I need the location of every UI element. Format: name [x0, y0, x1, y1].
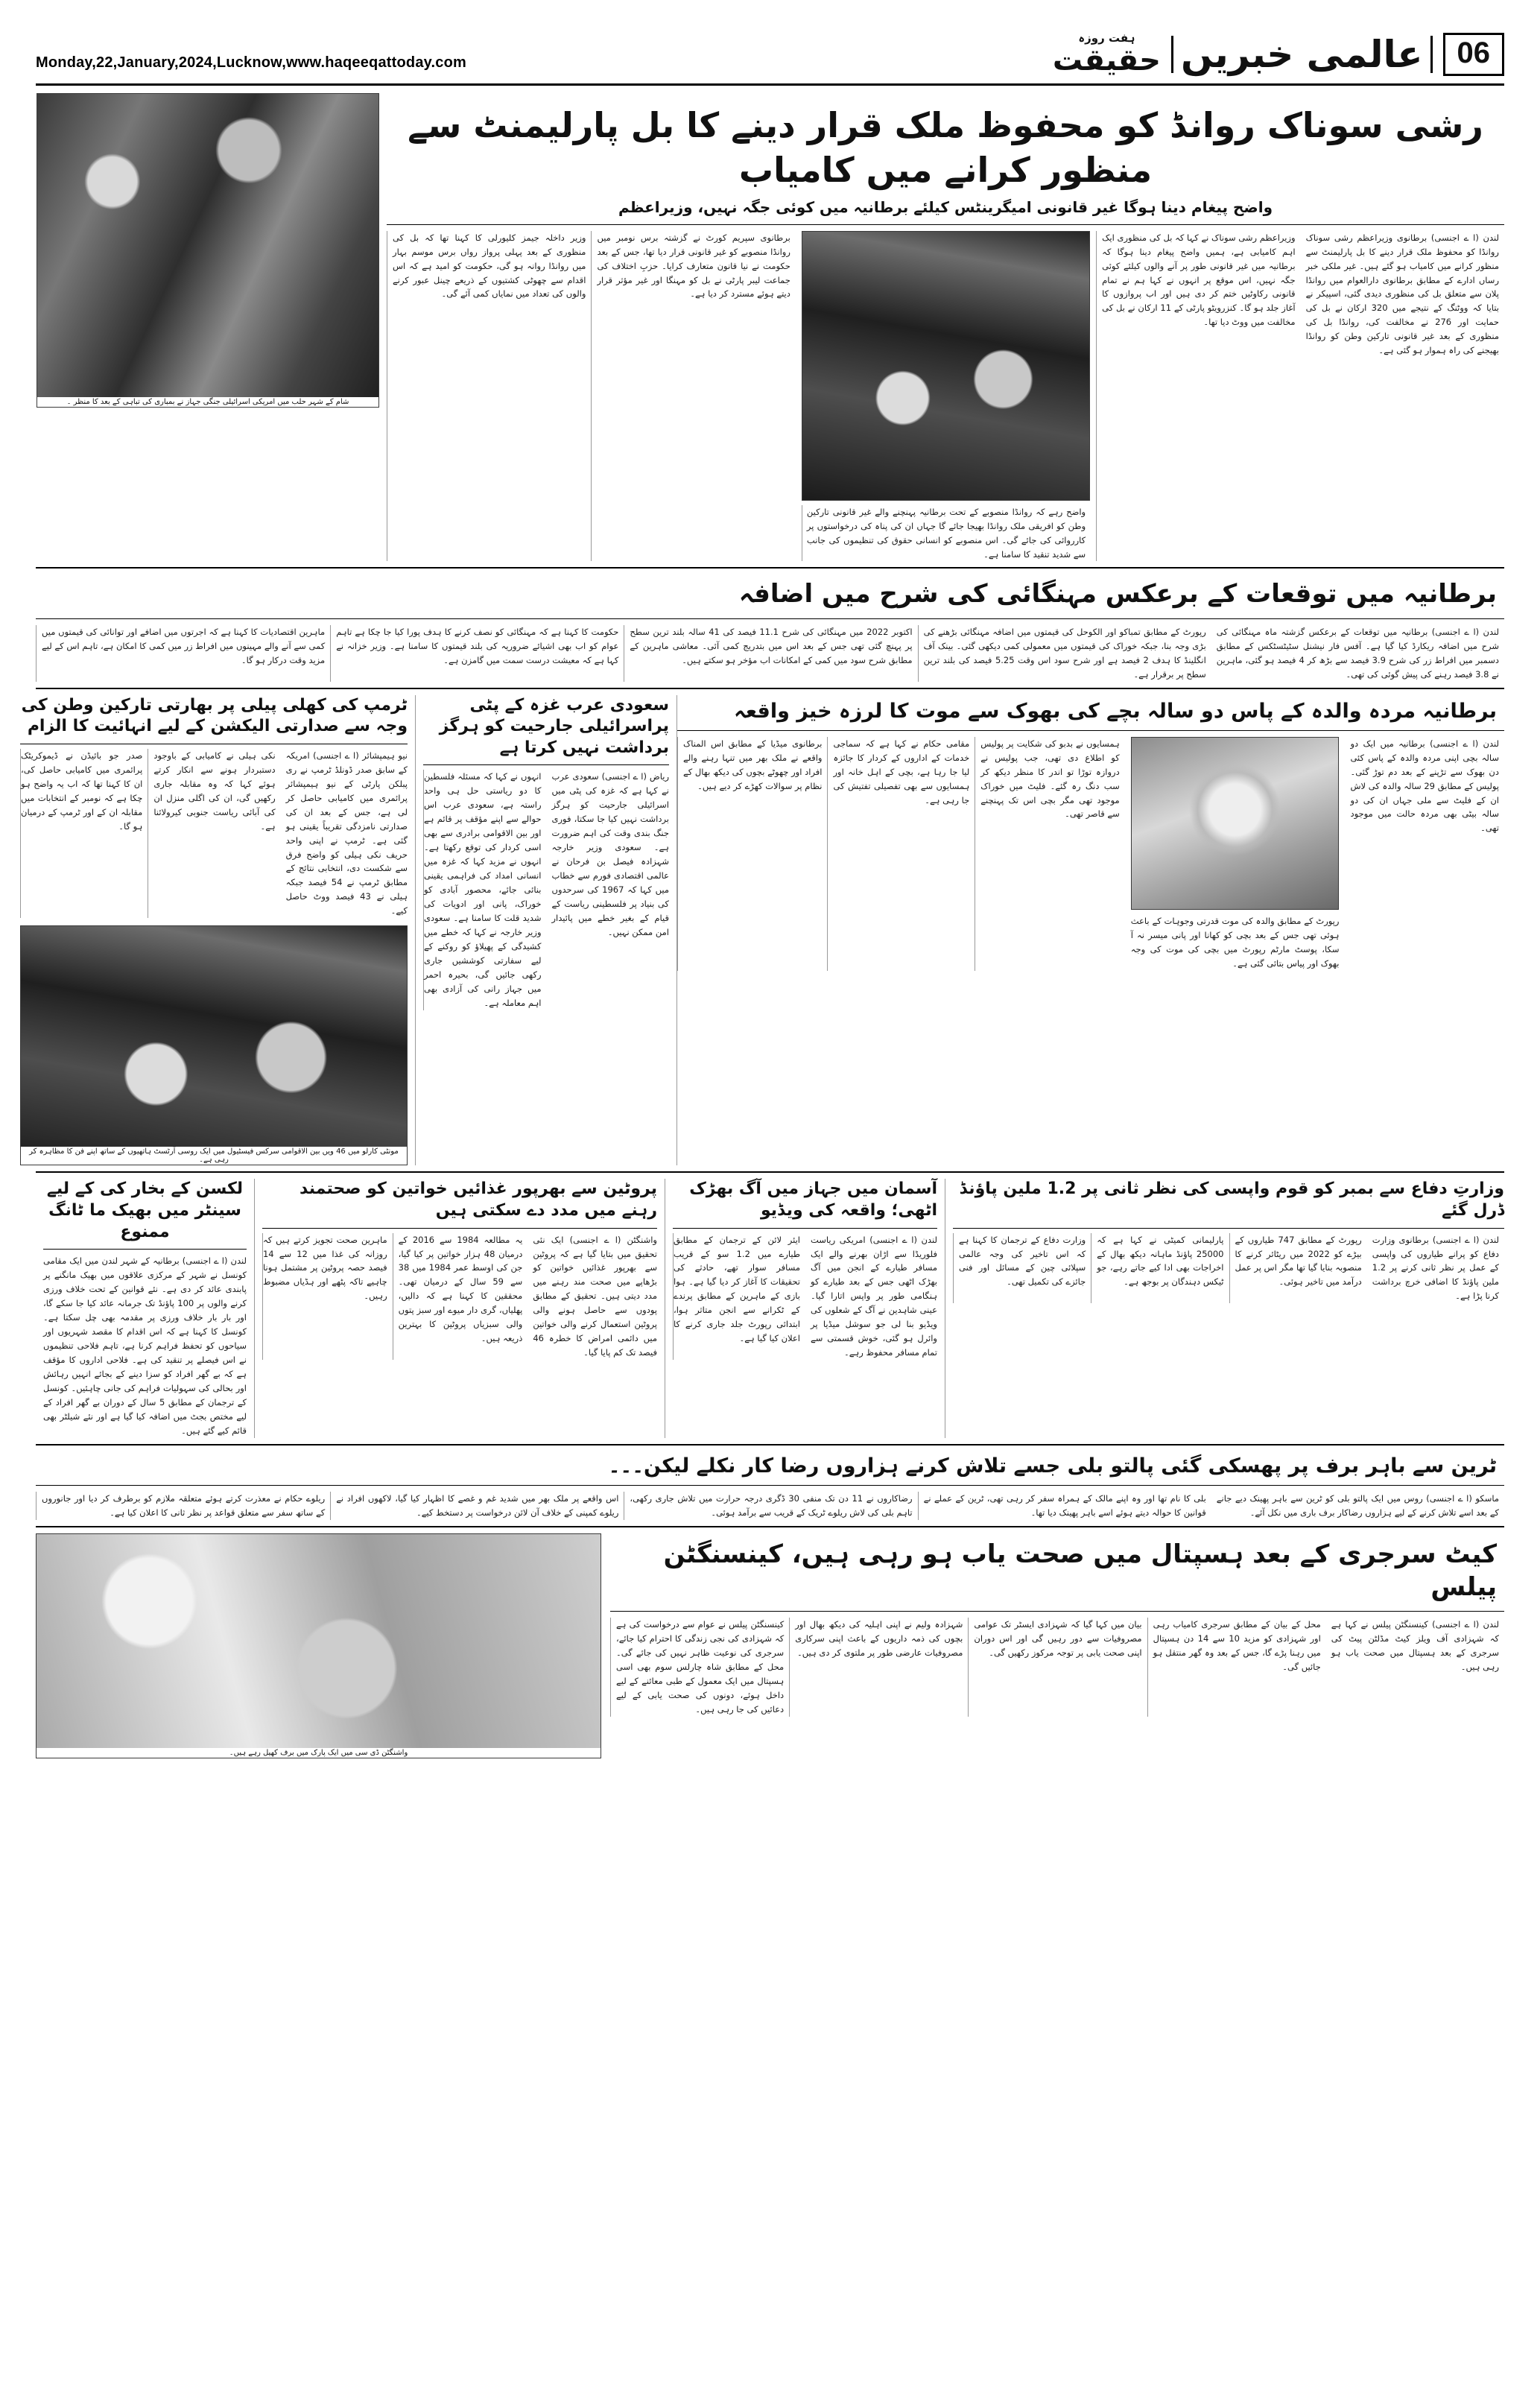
trump-para-1: نیو ہیمپشائر (ا ے اجنسی) امریکہ کے سابق صدر ڈونلڈ ٹرمپ نے ری پبلکن پارٹی کے نیو ہیمپشائر پرائمری میں کامیابی حاصل کر لی ہے، جس کے بعد ان کی صدارتی نامزدگی تقریباً یقینی ہو گئی ہے۔: [285, 750, 408, 846]
circus-photo: [20, 925, 408, 1165]
lead-left-photo: [37, 93, 379, 408]
row-four-stories: [36, 1179, 1504, 1437]
trump-para-3: نکی ہیلی نے کامیابی کے باوجود دستبردار ہونے سے انکار کرتے ہوئے کہا کہ وہ مقابلہ جاری رکھیں گی، ان کی اگلی منزل ان کی آبائی ریاست جنوبی کیرولائنا ہے۔: [153, 750, 276, 832]
fire-para-3: ایئر لائن کے ترجمان کے مطابق طیارے میں 1.2 سو کے قریب مسافر سوار تھے، حادثے کی تحقیقات کا آغاز کر دیا گیا ہے۔: [674, 1234, 800, 1288]
lead-headline: رشی سوناک روانڈ کو محفوظ ملک قرار دینے کا بل پارلیمنٹ سے منظور کرانے میں کامیاب: [408, 105, 1483, 190]
kate-col-3: بیان میں کہا گیا کہ شہزادی ایسٹر تک عوامی مصروفیات سے دور رہیں گی اور اس دوران اپنی صحت یابی پر توجہ مرکوز رکھیں گی۔: [968, 1618, 1147, 1717]
flu-story: [36, 1179, 255, 1437]
fire-headline: آسمان میں جہاز میں آگ بھڑک اٹھی؛ واقعہ کی ویڈیو: [689, 1179, 937, 1220]
row-three-stories: [21, 695, 1504, 1166]
fire-para-4: ہوا بازی کے ماہرین کے مطابق پرندے کے ٹکرانے سے انجن متاثر ہوا، ابتدائی رپورٹ جلد جاری کرنے کا اعلان کیا گیا ہے۔: [674, 1276, 800, 1344]
lead-col-2: وزیراعظم رشی سوناک نے کہا کہ بل کی منظوری ایک اہم کامیابی ہے، ہمیں واضح پیغام دینا ہوگا کہ برطانیہ میں غیر قانونی طور پر آنے والوں کیلئے کوئی جگہ نہیں، اس موقع پر انہوں نے کہا ہم نے تمام قانونی رکاوٹیں ختم کر دی ہیں اور اب پروازوں کا آغاز جلد ہو گا۔ کنزرویٹو پارٹی کے 11 ارکان نے بل کی مخالفت میں ووٹ دیا تھا۔: [1096, 231, 1300, 562]
fire-col-1: [805, 1233, 937, 1361]
kate-col-5: [610, 1618, 789, 1717]
fire-para-1: لندن (ا ے اجنسی) امریکی ریاست فلوریڈا سے اڑان بھرنے والے ایک مسافر طیارے کے انجن میں آگ بھڑک اٹھی جس کے بعد طیارے کو ہنگامی طور پر واپس اتارا گیا۔: [811, 1234, 937, 1302]
train-body-row: [36, 1485, 1504, 1520]
child-col-3: ہمسایوں نے بدبو کی شکایت پر پولیس کو اطلاع دی تھی، جب پولیس نے دروازہ توڑا تو اندر کا منظر دیکھ کر سب دنگ رہ گئے۔ فلیٹ میں خوراک موجود تھی مگر بچی اس تک پہنچنے سے قاصر تھی۔: [975, 737, 1124, 971]
brand-logo: [1053, 33, 1161, 76]
kate-para-5: کینسنگٹن پیلس نے عوام سے درخواست کی ہے کہ شہزادی کی نجی زندگی کا احترام کیا جائے، سرجری کی نوعیت ظاہر نہیں کی جائے گی۔: [615, 1619, 785, 1659]
planes-body-row: [953, 1228, 1504, 1304]
child-col-1: لندن (ا ے اجنسی) برطانیہ میں ایک دو سالہ بچی اپنی مردہ والدہ کے پاس کئی دن بھوک سے تڑپنے کے بعد دم توڑ گئی۔ پولیس کے مطابق 29 سالہ والدہ کی لاش ان کے فلیٹ سے ملی جہاں ان کی دو سالہ بیٹی بھی مردہ حالت میں موجود تھی۔: [1350, 738, 1499, 834]
lead-photo: [802, 231, 1090, 501]
kate-col-1: لندن (ا ے اجنسی) کینسنگٹن پیلس نے کہا ہے کہ شہزادی آف ویلز کیٹ مڈلٹن پیٹ کی سرجری کے بعد ہسپتال میں صحت یاب ہو رہی ہیں۔: [1331, 1619, 1499, 1673]
lead-body-row: [387, 231, 1504, 562]
protein-para-4: محققین کا کہنا ہے کہ دالیں، پھلیاں، گری دار میوے اور سبز پتوں والی سبزیاں پروٹین کا بہترین ذریعہ ہیں۔: [398, 1291, 523, 1344]
brand-small-label: ہفت روزہ: [1078, 31, 1135, 45]
protein-col-2: [393, 1233, 528, 1361]
fire-story: [665, 1179, 945, 1437]
protein-col-3: [262, 1233, 393, 1361]
child-headline: برطانیہ مردہ والدہ کے پاس دو سالہ بچے کی بھوک سے موت کا لرزہ خیز واقعہ: [734, 699, 1497, 723]
flu-para-3: کونسل کا کہنا ہے کہ اس اقدام کا مقصد شہریوں اور سیاحوں کو تحفظ فراہم کرنا ہے، تاہم فلاحی تنظیموں نے اس فیصلے پر تنقید کی ہے۔: [43, 1326, 247, 1365]
fire-body-row: [673, 1228, 937, 1361]
lead-story: [36, 93, 1504, 561]
saudi-body-row: [423, 764, 669, 1010]
trump-col-1: [281, 749, 408, 919]
masthead-date-line: Monday,22,January,2024,Lucknow,www.haqeeqattoday.com: [36, 54, 466, 71]
protein-para-3: یہ مطالعہ 1984 سے 2016 کے درمیان 48 ہزار خواتین پر کیا گیا، جن کی اوسط عمر 1984 میں 38 سے 59 سال کے درمیان تھی۔: [398, 1234, 523, 1288]
flu-para-2: نئے قوانین کے تحت خلاف ورزی کرنے والوں پر 100 پاؤنڈ تک جرمانہ عائد کیا جا سکے گا، اور بار بار خلاف ورزی پر مقدمہ بھی چل سکتا ہے۔: [43, 1284, 247, 1323]
masthead-brand-area: [1053, 33, 1504, 76]
lead-subhead: واضح پیغام دینا ہوگا غیر قانونی امیگرینٹس کیلئے برطانیہ میں کوئی جگہ نہیں، وزیراعظم: [387, 197, 1504, 225]
inflation-col-5: ماہرین اقتصادیات کا کہنا ہے کہ اجرتوں میں اضافے اور توانائی کی قیمتوں میں کمی سے آنے والے مہینوں میں افراط زر میں کمی کا امکان ہے، تاہم اس کے لیے مزید وقت درکار ہو گا۔: [36, 625, 330, 682]
snow-photo: [36, 1533, 601, 1758]
protein-headline: پروٹین سے بھرپور غذائیں خواتین کو صحتمند رہنے میں مدد دے سکتی ہیں: [300, 1179, 657, 1220]
lead-left-photo-wrap: [37, 93, 387, 561]
lead-col-3: واضح رہے کہ روانڈا منصوبے کے تحت برطانیہ پہنچنے والے غیر قانونی تارکین وطن کو افریقی ملک روانڈا بھیجا جائے گا جہاں ان کی پناہ کی درخواستوں پر کارروائی کی جائے گی۔ اس منصوبے کو انسانی حقوق کی تنظیموں کی جانب سے شدید تنقید کا سامنا ہے۔: [802, 505, 1090, 562]
inflation-headline: برطانیہ میں توقعات کے برعکس مہنگائی کی شرح میں اضافہ: [738, 579, 1497, 609]
flu-para-5: کونسل کے ترجمان کے مطابق 5 سال کے دوران بے گھر افراد کے لیے مختص بجٹ میں اضافہ کیا گیا ہے اور نئے شیلٹر بھی قائم کیے گئے ہیں۔: [43, 1382, 247, 1436]
lead-photo-caption: شام کے شہر حلب میں امریکی اسرائیلی جنگی جہاز نے بمباری کی تباہی کے بعد کا منظر ۔: [37, 397, 378, 407]
trump-story: [13, 695, 416, 1166]
child-col-4: مقامی حکام نے کہا ہے کہ سماجی خدمات کے اداروں کے کردار کا جائزہ لیا جا رہا ہے، بچی کے اہل خانہ اور ہمسایوں سے بھی تفصیلی تفتیش کی جا رہی ہے۔: [827, 737, 975, 971]
train-col-3: رضاکاروں نے 11 دن تک منفی 30 ڈگری درجہ حرارت میں تلاش جاری رکھی، تاہم بلی کی لاش ریلوے ٹریک کے قریب سے برآمد ہوئی۔: [624, 1492, 917, 1520]
saudi-para-4: انہوں نے مزید کہا کہ غزہ میں انسانی امداد کی فراہمی یقینی بنائی جائے، محصور آبادی کو خوراک، پانی اور ادویات کی شدید قلت کا سامنا ہے۔: [424, 856, 542, 923]
protein-col-1: [527, 1233, 657, 1361]
trump-para-4: صدر جو بائیڈن نے ڈیموکریٹک پرائمری میں کامیابی حاصل کی، ان کا کہنا تھا کہ اب یہ واضح ہو چکا ہے کہ نومبر کے انتخابات میں مقابلہ ان کے اور ٹرمپ کے درمیان ہو گا۔: [21, 750, 143, 832]
train-headline: ٹرین سے باہر برف پر پھسکی گئی پالتو بلی جسے تلاش کرنے ہزاروں رضا کار نکلے لیکن۔۔۔: [608, 1454, 1497, 1478]
saudi-story: [416, 695, 677, 1166]
fire-col-2: [673, 1233, 805, 1361]
trump-para-2: ٹرمپ نے اپنی واحد حریف نکی ہیلی کو واضح فرق سے شکست دی، انتخابی نتائج کے مطابق ٹرمپ نے 54 فیصد جبکہ ہیلی نے 43 فیصد ووٹ حاصل کیے۔: [285, 835, 408, 916]
snow-photo-caption: واشنگٹن ڈی سی میں ایک پارک میں برف کھیل رہے ہیں۔: [37, 1748, 601, 1758]
kate-body-row: [610, 1611, 1504, 1717]
protein-para-1: واشنگٹن (ا ے اجنسی) ایک نئی تحقیق میں بتایا گیا ہے کہ پروٹین سے بھرپور غذائیں خواتین کو بڑھاپے میں صحت مند رہنے میں مدد دیتی ہیں۔: [533, 1234, 657, 1302]
saudi-para-1: ریاض (ا ے اجنسی) سعودی عرب نے کہا ہے کہ غزہ کی پٹی میں اسرائیلی جارحیت کو ہرگز برداشت نہیں کیا جا سکتا، فوری جنگ بندی وقت کی اہم ضرورت ہے۔: [551, 771, 669, 853]
child-story: [677, 695, 1504, 1166]
planes-col-4: وزارت دفاع کے ترجمان کا کہنا ہے کہ اس تاخیر کی وجہ عالمی سپلائی چین کے مسائل اور فنی جائزے کی تکمیل تھی۔: [953, 1233, 1091, 1304]
protein-para-2: تحقیق کے مطابق پودوں سے حاصل ہونے والی پروٹین استعمال کرنے والی خواتین میں دائمی امراض کا خطرہ 46 فیصد تک کم پایا گیا۔: [533, 1291, 657, 1358]
flu-headline: لکسن کے بخار کی کے لیے سینٹر میں بھیک ما ٹانگ ممنوع: [46, 1179, 244, 1241]
trump-col-2: [148, 749, 280, 919]
inflation-col-1: لندن (ا ے اجنسی) برطانیہ میں توقعات کے برعکس گزشتہ ماہ مہنگائی کی شرح میں اضافہ ریکارڈ کیا گیا ہے۔ آفس فار نیشنل سٹیٹسٹکس کے مطابق دسمبر میں افراط زر کی شرح 3.9 فیصد سے بڑھ کر 4 فیصد ہو گئی، ماہرین نے 3.8 فیصد رہنے کی پیش گوئی کی تھی۔: [1216, 626, 1499, 680]
kate-para-6: محل کے مطابق شاہ چارلس سوم بھی اسی ہسپتال میں ایک معمول کے طبی معائنے کے لیے داخل ہوئے، دونوں کی صحت یابی کے لیے دعائیں کی جا رہی ہیں۔: [615, 1662, 785, 1714]
masthead: [36, 0, 1504, 86]
train-col-4: اس واقعے پر ملک بھر میں شدید غم و غصے کا اظہار کیا گیا، لاکھوں افراد نے ریلوے کمپنی کے خلاف آن لائن درخواست پر دستخط کیے۔: [330, 1492, 624, 1520]
saudi-para-2: سعودی وزیر خارجہ شہزادہ فیصل بن فرحان نے عالمی اقتصادی فورم سے خطاب میں کہا کہ 1967 کی سرحدوں کی بنیاد پر فلسطینی ریاست کے قیام کے بغیر خطے میں پائیدار امن ممکن نہیں۔: [551, 842, 669, 937]
inflation-col-4: حکومت کا کہنا ہے کہ مہنگائی کو نصف کرنے کا ہدف پورا کیا جا چکا ہے تاہم عوام کو اب بھی اشیائے ضروریہ کی بلند قیمتوں کا سامنا ہے۔ وزیر خزانہ نے کہا ہے کہ معیشت درست سمت میں گامزن ہے۔: [330, 625, 624, 682]
kate-story: [36, 1533, 1504, 1758]
page-number: 06: [1443, 33, 1505, 76]
kate-col-4: شہزادہ ولیم نے اپنی اہلیہ کی دیکھ بھال اور بچوں کی ذمہ داریوں کے باعث اپنی سرکاری مصروفیات عارضی طور پر ملتوی کر دی ہیں۔: [789, 1618, 968, 1717]
kate-photo-wrap: [36, 1533, 610, 1758]
saudi-headline: سعودی عرب غزہ کے پٹی پراسرائیلی جارحیت کو ہرگز برداشت نہیں کرتا ہے: [439, 695, 669, 757]
child-photo-wrap: [1125, 737, 1346, 971]
train-story: [36, 1451, 1504, 1520]
inflation-body-row: [36, 618, 1504, 682]
lead-photo-wrap: [796, 231, 1096, 562]
trump-body-row: [20, 744, 408, 919]
lead-col-4: برطانوی سپریم کورٹ نے گزشتہ برس نومبر میں روانڈا منصوبے کو غیر قانونی قرار دیا تھا، جس کے بعد حکومت نے نیا قانون متعارف کرایا۔ حزبِ اختلاف کی جماعت لیبر پارٹی نے بل کو مہنگا اور غیر مؤثر قرار دیتے ہوئے مسترد کر دیا ہے۔: [591, 231, 795, 562]
protein-body-row: [262, 1228, 657, 1361]
train-col-5: ریلوے حکام نے معذرت کرتے ہوئے متعلقہ ملازم کو برطرف کر دیا اور جانوروں کے ساتھ سفر سے متعلق قواعد پر نظر ثانی کا اعلان کیا ہے۔: [36, 1492, 330, 1520]
lead-col-5: وزیر داخلہ جیمز کلیورلی کا کہنا تھا کہ بل کی منظوری کے بعد پہلی پرواز رواں برس موسم بہار میں روانڈا روانہ ہو گی، حکومت کو امید ہے کہ اس اقدام سے چھوٹی کشتیوں کے ذریعے چینل عبور کرنے والوں کی تعداد میں نمایاں کمی آئے گی۔: [387, 231, 591, 562]
trump-headline: ٹرمپ کی کھلی پیلی پر بھارتی تارکین وطن کی وجہ سے صدارتی الیکشن کے لیے انہائیت کا الزام: [21, 695, 408, 736]
child-col-2: رپورٹ کے مطابق والدہ کی موت قدرتی وجوہات کے باعث ہوئی تھی جس کے بعد بچی کو کھانا اور پانی میسر نہ آ سکا، پوسٹ مارٹم رپورٹ میں بچی کی موت کی وجہ بھوک اور پیاس بتائی گئی ہے۔: [1130, 915, 1340, 969]
child-body-row: [677, 730, 1504, 971]
protein-para-5: ماہرین صحت تجویز کرتے ہیں کہ روزانہ کی غذا میں 12 سے 14 فیصد حصہ پروٹین پر مشتمل ہونا چاہیے تاکہ پٹھے اور ہڈیاں مضبوط رہیں۔: [262, 1234, 387, 1302]
planes-headline: وزارتِ دفاع سے بمبر کو قوم واپسی کی نظر ثانی پر 1.2 ملین پاؤنڈ ڈرل گئے: [959, 1179, 1504, 1220]
saudi-col-1: [547, 770, 670, 1010]
train-col-1: ماسکو (ا ے اجنسی) روس میں ایک پالتو بلی کو ٹرین سے باہر پھینک دیے جانے کے بعد اسے تلاش کرنے کے لیے ہزاروں رضاکار برف باری میں نکل آئے۔: [1216, 1492, 1499, 1518]
flu-para-1: لندن (ا ے اجنسی) برطانیہ کے شہر لندن میں ایک مقامی کونسل نے شہر کے مرکزی علاقوں میں بھیک مانگنے پر پابندی عائد کر دی ہے۔: [43, 1255, 247, 1295]
lead-col-1: لندن (ا ے اجنسی) برطانوی وزیراعظم رشی سوناک روانڈا کو محفوظ ملک قرار دینے کا بل پارلیمنٹ سے منظور کرانے میں کامیاب ہو گئے ہیں۔ غیر ملکی خبر رساں ادارے کے مطابق برطانوی دارالعوام میں روانڈا پلان سے متعلق بل کی منظوری دیدی گئی، اسپیکر نے بتایا کہ ووٹنگ کے نتیجے میں 320 ارکان نے بل کی حمایت اور 276 نے مخالفت کی، روانڈا بل کی منظوری کے بعد غیر قانونی تارکین وطن کو روانڈا بھیجنے کی راہ ہموار ہو گئی ہے۔: [1305, 232, 1499, 356]
flu-para-4: فلاحی اداروں کا مؤقف ہے کہ بے گھر افراد کو سزا دینے کے بجائے انہیں رہائش اور بحالی کی سہولیات فراہم کی جانی چاہئیں۔: [43, 1354, 247, 1393]
lead-main-column: [387, 93, 1504, 561]
inflation-story: [36, 574, 1504, 681]
inflation-col-2: رپورٹ کے مطابق تمباکو اور الکوحل کی قیمتوں میں اضافہ مہنگائی بڑھنے کی بڑی وجہ بنا، جبکہ خوراک کی قیمتوں میں معمولی کمی دیکھی گئی۔ بینک آف انگلینڈ کا ہدف 2 فیصد ہے اور شرح سود اس وقت 5.25 فیصد کی بلند ترین سطح پر برقرار ہے۔: [918, 625, 1211, 682]
train-col-2: بلی کا نام تھا اور وہ اپنے مالک کے ہمراہ سفر کر رہی تھی، ٹرین کے عملے نے قوانین کا حوالہ دیتے ہوئے اسے باہر پھینک دیا تھا۔: [918, 1492, 1211, 1520]
child-photo: [1131, 737, 1340, 910]
flu-body: [43, 1249, 247, 1438]
child-col-5: برطانوی میڈیا کے مطابق اس المناک واقعے نے ملک بھر میں تنہا رہنے والے افراد اور چھوٹے بچوں کی دیکھ بھال کے نظام پر سوالات کھڑے کر دیے ہیں۔: [677, 737, 827, 971]
saudi-para-3: انہوں نے کہا کہ مسئلہ فلسطین کا دو ریاستی حل ہی واحد راستہ ہے، سعودی عرب اس حوالے سے اپنے مؤقف پر قائم ہے اور بین الاقوامی برادری سے بھی اسی کردار کی توقع رکھتا ہے۔: [424, 771, 542, 853]
saudi-para-5: سعودی وزیر خارجہ نے کہا کہ خطے میں کشیدگی کے پھیلاؤ کو روکنے کے لیے سفارتی کوششیں جاری رکھی جائیں گی، بحیرہ احمر میں جہاز رانی کی آزادی بھی اہم معاملہ ہے۔: [424, 913, 542, 1008]
inflation-col-3: اکتوبر 2022 میں مہنگائی کی شرح 11.1 فیصد کی 41 سالہ بلند ترین سطح پر پہنچ گئی تھی جس کے بعد اس میں بتدریج کمی آئی۔ معاشی ماہرین کے مطابق شرح سود میں کمی کے امکانات اب مؤخر ہو سکتے ہیں۔: [624, 625, 917, 682]
planes-story: [945, 1179, 1504, 1437]
kate-text-side: [610, 1533, 1504, 1758]
kate-headline: کیٹ سرجری کے بعد ہسپتال میں صحت یاب ہو رہی ہیں، کینسنگٹن پیلس: [663, 1539, 1497, 1602]
trump-col-3: [20, 749, 148, 919]
saudi-col-2: [423, 770, 547, 1010]
section-title: عالمی خبریں: [1171, 36, 1433, 73]
fire-para-2: عینی شاہدین نے آگ کے شعلوں کی ویڈیو بنا لی جو سوشل میڈیا پر وائرل ہو گئی، خوش قسمتی سے تمام مسافر محفوظ رہے۔: [811, 1305, 937, 1358]
protein-story: [255, 1179, 665, 1437]
brand-main-label: حقیقت: [1052, 42, 1161, 77]
planes-col-2: رپورٹ کے مطابق 747 طیاروں کے بیڑے کو 2022 میں ریٹائر کرنے کا منصوبہ بنایا گیا تھا مگر اس پر عمل درآمد میں تاخیر ہوئی۔: [1229, 1233, 1367, 1304]
kate-col-2: محل کے بیان کے مطابق سرجری کامیاب رہی اور شہزادی کو مزید 10 سے 14 دن ہسپتال میں رہنا پڑے گا، جس کے بعد وہ گھر منتقل ہو جائیں گی۔: [1147, 1618, 1326, 1717]
planes-col-3: پارلیمانی کمیٹی نے کہا ہے کہ 25000 پاؤنڈ ماہانہ دیکھ بھال کے اخراجات بھی ادا کیے جاتے رہے، جو ٹیکس دہندگان پر بوجھ ہے۔: [1091, 1233, 1229, 1304]
circus-photo-caption: مونٹی کارلو میں 46 ویں بین الاقوامی سرکس فیسٹیول میں ایک روسی آرٹسٹ ہاتھیوں کے ساتھ اپنے فن کا مظاہرہ کر رہی ہے۔: [21, 1147, 407, 1165]
planes-col-1: لندن (ا ے اجنسی) برطانوی وزارت دفاع کو پرانے طیاروں کی واپسی کے عمل پر نظر ثانی کرنے پر 1.2 ملین پاؤنڈ کا اضافی خرچ برداشت کرنا پڑا ہے۔: [1372, 1234, 1499, 1302]
